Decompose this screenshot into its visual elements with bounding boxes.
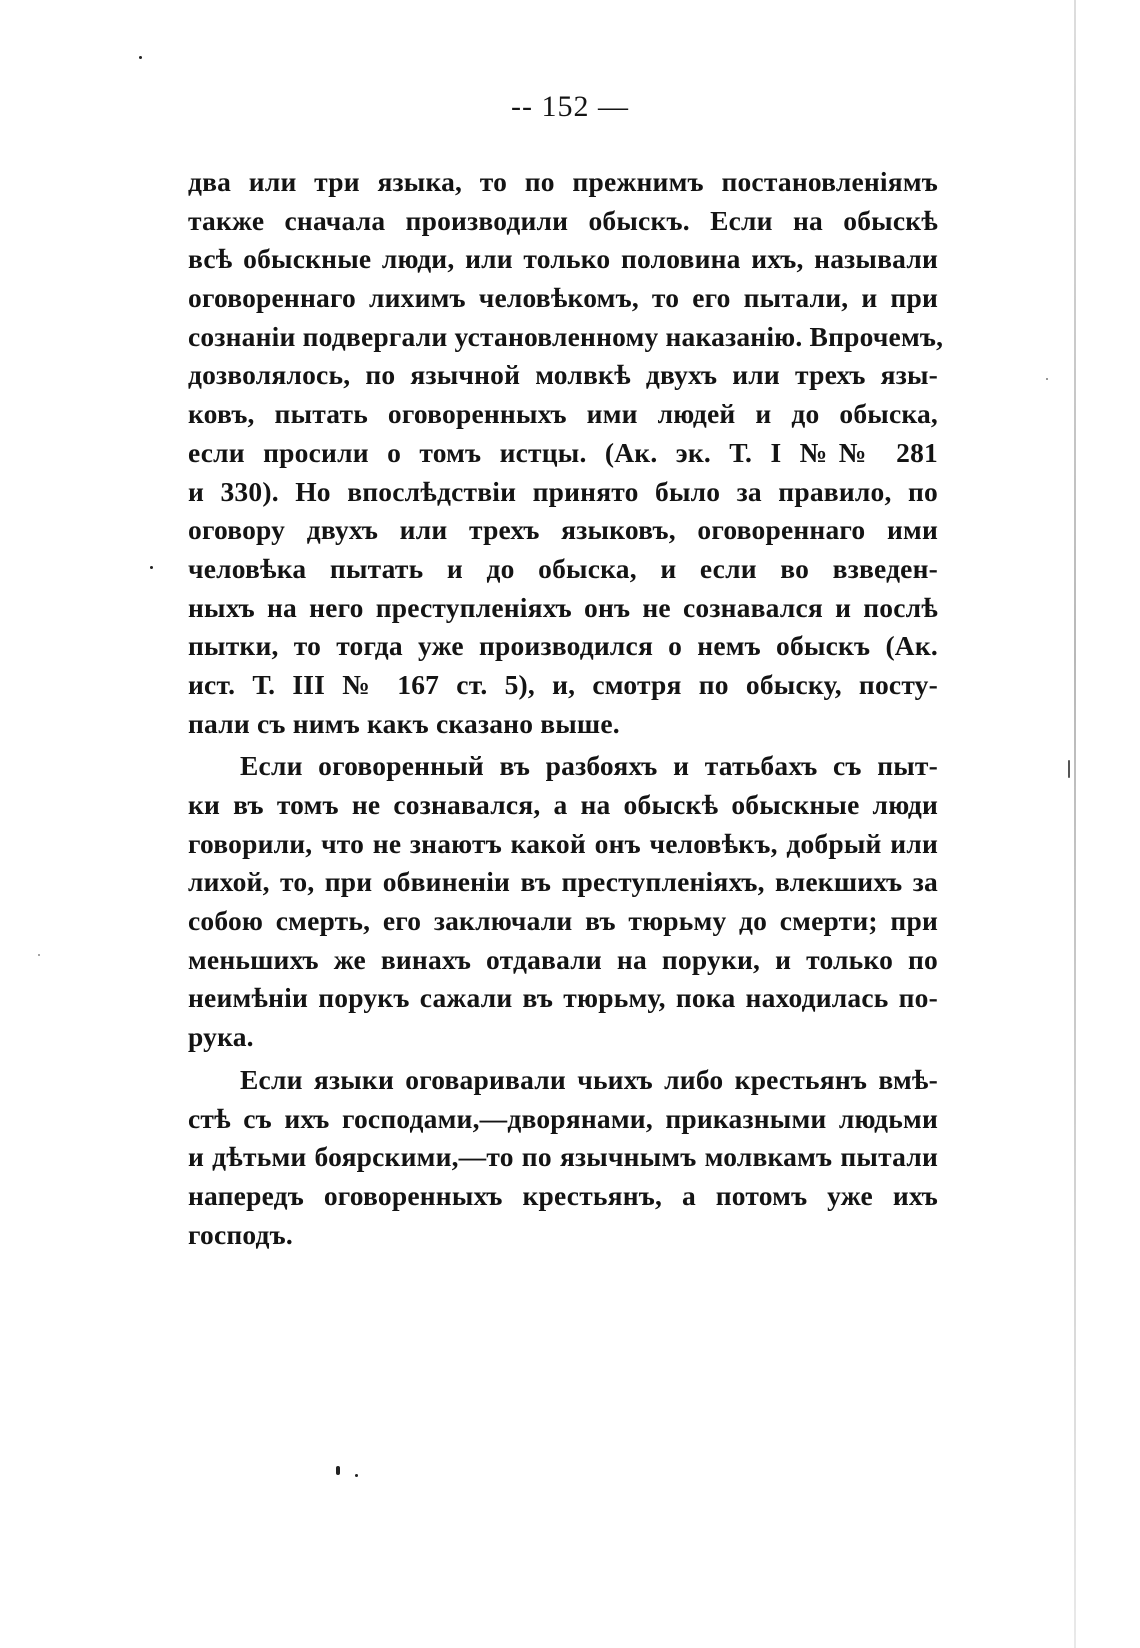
- body-text: [188, 163, 944, 1254]
- text-line: два или три языка, то по прежнимъ постановленіямъ: [188, 166, 938, 197]
- scan-speck: [139, 56, 142, 59]
- page-number: -- 152 —: [511, 90, 629, 123]
- text-line: сознаніи подвергали установленному наказанію. Впрочемъ,: [188, 320, 944, 352]
- text-line: господъ.: [188, 1218, 293, 1250]
- text-line: меньшихъ же винахъ отдавали на поруки, и только по: [188, 943, 938, 975]
- text-line: всѣ обыскные люди, или только половина ихъ, называли: [188, 243, 938, 275]
- text-line: ныхъ на него преступленіяхъ онъ не сознавался и послѣ: [188, 591, 938, 623]
- text-line: пали съ нимъ какъ сказано выше.: [188, 707, 620, 739]
- text-line: напередъ оговоренныхъ крестьянъ, а потомъ уже ихъ: [188, 1179, 938, 1211]
- text-line: оговору двухъ или трехъ языковъ, оговореннаго ими: [188, 514, 938, 546]
- text-line: ки въ томъ не сознавался, а на обыскѣ обыскные люди: [188, 789, 938, 820]
- text-line: Если языки оговаривали чьихъ либо крестьянъ вмѣ-: [240, 1063, 938, 1095]
- text-line: рука.: [188, 1021, 254, 1053]
- paragraph-2: [188, 747, 938, 1057]
- scan-speck: [150, 566, 153, 569]
- text-line: также сначала производили обыскъ. Если на обыскѣ: [188, 204, 938, 236]
- text-line: говорили, что не знаютъ какой онъ человѣкъ, добрый или: [188, 827, 938, 859]
- paragraph-3: [188, 1061, 938, 1254]
- text-line: Если оговоренный въ разбояхъ и татьбахъ съ пыт-: [240, 750, 938, 782]
- text-line: оговореннаго лихимъ человѣкомъ, то его пытали, и при: [188, 282, 938, 314]
- text-line: и 330). Но впослѣдствіи принято было за правило, по: [188, 475, 938, 507]
- text-line: человѣка пытать и до обыска, и если во взведен-: [188, 552, 938, 584]
- scan-speck: [355, 1474, 358, 1477]
- page-edge-shadow: [1074, 0, 1076, 1648]
- paragraph-1: [188, 163, 944, 743]
- text-line: лихой, то, при обвиненіи въ преступленіяхъ, влекшихъ за: [188, 866, 938, 898]
- scan-speck: [38, 954, 40, 956]
- text-line: дозволялось, по язычной молвкѣ двухъ или трехъ язы-: [188, 359, 938, 391]
- scan-speck: [1046, 378, 1048, 380]
- text-line: и дѣтьми боярскими,—то по язычнымъ молвкамъ пытали: [188, 1141, 938, 1173]
- text-line: ковъ, пытать оговоренныхъ ими людей и до обыска,: [188, 398, 938, 430]
- text-line: если просили о томъ истцы. (Ак. эк. Т. I №№ 281: [188, 436, 938, 468]
- text-line: пытки, то тогда уже производился о немъ обыскъ (Ак.: [188, 630, 938, 662]
- scan-speck: [336, 1466, 340, 1475]
- text-line: собою смерть, его заключали въ тюрьму до смерти; при: [188, 905, 938, 937]
- text-line: стѣ съ ихъ господами,—дворянами, приказными людьми: [188, 1102, 938, 1134]
- scan-speck: [1068, 760, 1070, 778]
- text-line: неимѣніи порукъ сажали въ тюрьму, пока находилась по-: [188, 982, 938, 1014]
- text-line: ист. Т. III № 167 ст. 5), и, смотря по обыску, посту-: [188, 668, 938, 700]
